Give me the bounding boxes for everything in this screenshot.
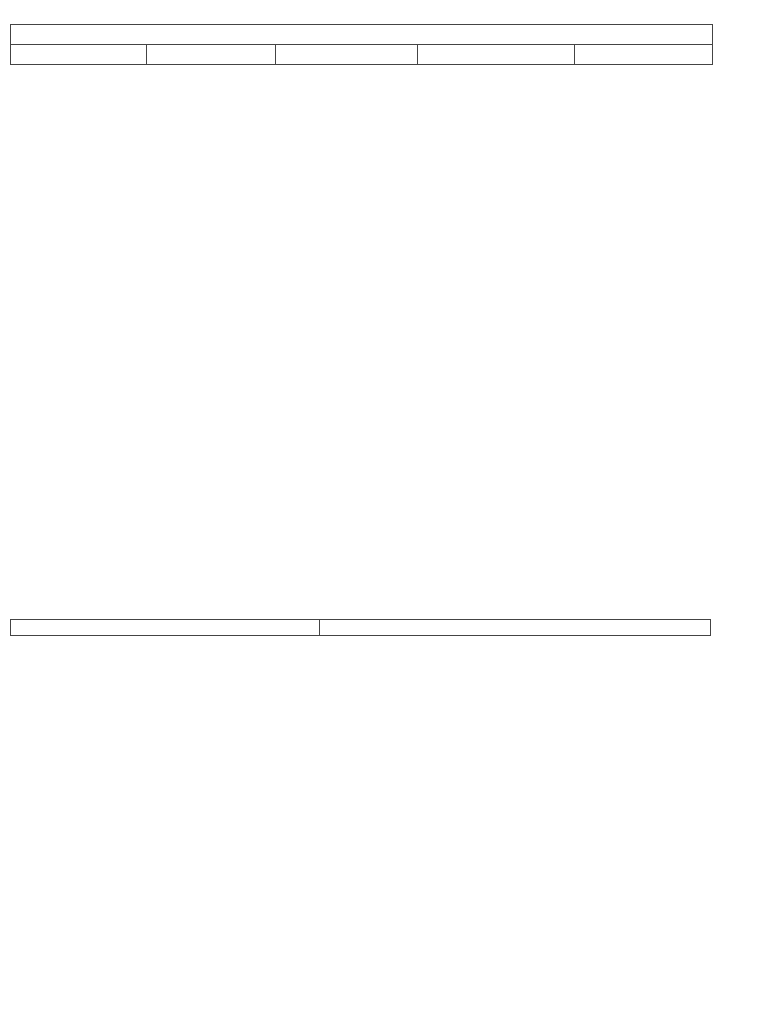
approved-by: [320, 620, 710, 635]
page-title: [11, 25, 713, 45]
header-blank: [575, 45, 713, 65]
revision-number: [147, 45, 276, 65]
prepared-by: [11, 620, 320, 635]
signature-footer: [10, 619, 711, 636]
doc-number: [11, 45, 147, 65]
maintenance-plan-table: [10, 24, 713, 65]
issue-date: [418, 45, 575, 65]
revision-date: [276, 45, 418, 65]
